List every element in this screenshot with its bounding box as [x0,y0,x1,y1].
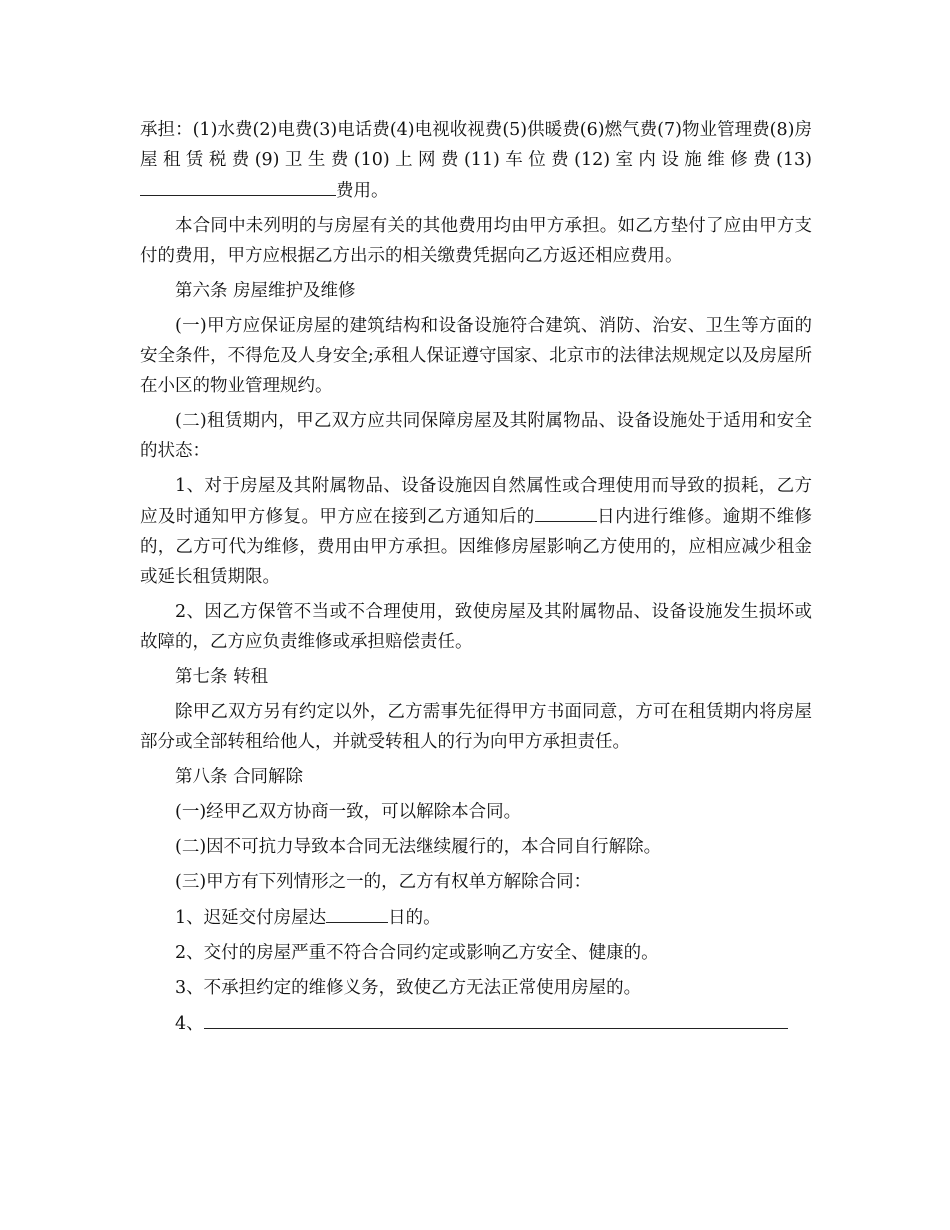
item-1-text-end: 日内进行维修。逾期不维修的，乙方可代为维修，费用由甲方承担。因维修房屋影响乙方使用的，应相应减少租金或延长租赁期限。 [140,507,813,587]
article-7-text: 除甲乙双方另有约定以外，乙方需事先征得甲方书面同意，方可在租赁期内将房屋部分或全部转租给他人，并就受转租人的行为向甲方承担责任。 [140,702,812,752]
article-6-clause-1: (一)甲方应保证房屋的建筑结构和设备设施符合建筑、消防、治安、卫生等方面的安全条件，不得危及人身安全;承租人保证遵守国家、北京市的法律法规规定以及房屋所在小区的物业管理规约。 [140,316,812,396]
fees-text: 承担：(1)水费(2)电费(3)电话费(4)电视收视费(5)供暖费(6)燃气费(7)物业管理费(8)房屋租赁税费(9)卫生费(10)上网费(11)车位费(12)室内设施维修费(13) [140,120,812,170]
article-6-item-1 [140,471,812,592]
article-6-clause-2: (二)租赁期内，甲乙双方应共同保障房屋及其附属物品、设备设施处于适用和安全的状态： [140,411,812,461]
fees-text-end: 费用。 [336,181,389,201]
fill-blank[interactable] [326,902,388,923]
other-fees-paragraph: 本合同中未列明的与房屋有关的其他费用均由甲方承担。如乙方垫付了应由甲方支付的费用，甲方应根据乙方出示的相关缴费凭据向乙方返还相应费用。 [140,216,812,266]
termination-item-4 [140,1008,812,1039]
termination-item-2: 2、交付的房屋严重不符合合同约定或影响乙方安全、健康的。 [175,943,659,963]
fill-blank[interactable] [535,501,597,522]
item-1-text: 1、对于房屋及其附属物品、设备设施因自然属性或合理使用而导致的损耗，乙方应及时通知甲方修复。甲方应在接到乙方通知后的 [140,476,812,527]
article-8-clause-2: (二)因不可抗力导致本合同无法继续履行的，本合同自行解除。 [175,837,662,857]
article-8-clause-1: (一)经甲乙双方协商一致，可以解除本合同。 [175,802,522,822]
article-7-heading: 第七条 转租 [175,667,269,687]
article-6-heading: 第六条 房屋维护及维修 [175,281,356,301]
fill-blank[interactable] [140,175,336,196]
article-6-item-2: 2、因乙方保管不当或不合理使用，致使房屋及其附属物品、设备设施发生损坏或故障的，乙方应负责维修或承担赔偿责任。 [140,602,812,652]
termination-item-3: 3、不承担约定的维修义务，致使乙方无法正常使用房屋的。 [175,978,642,998]
article-8-heading: 第八条 合同解除 [175,767,304,787]
termination-item-1-text-end: 日的。 [388,908,441,928]
fill-blank[interactable] [204,1008,788,1029]
termination-item-1-text: 1、迟延交付房屋达 [175,908,327,928]
termination-item-1 [140,902,812,933]
document-page [140,115,812,1044]
fees-paragraph [140,115,812,206]
article-8-clause-3: (三)甲方有下列情形之一的，乙方有权单方解除合同： [175,872,592,892]
termination-item-4-text: 4、 [175,1014,204,1034]
